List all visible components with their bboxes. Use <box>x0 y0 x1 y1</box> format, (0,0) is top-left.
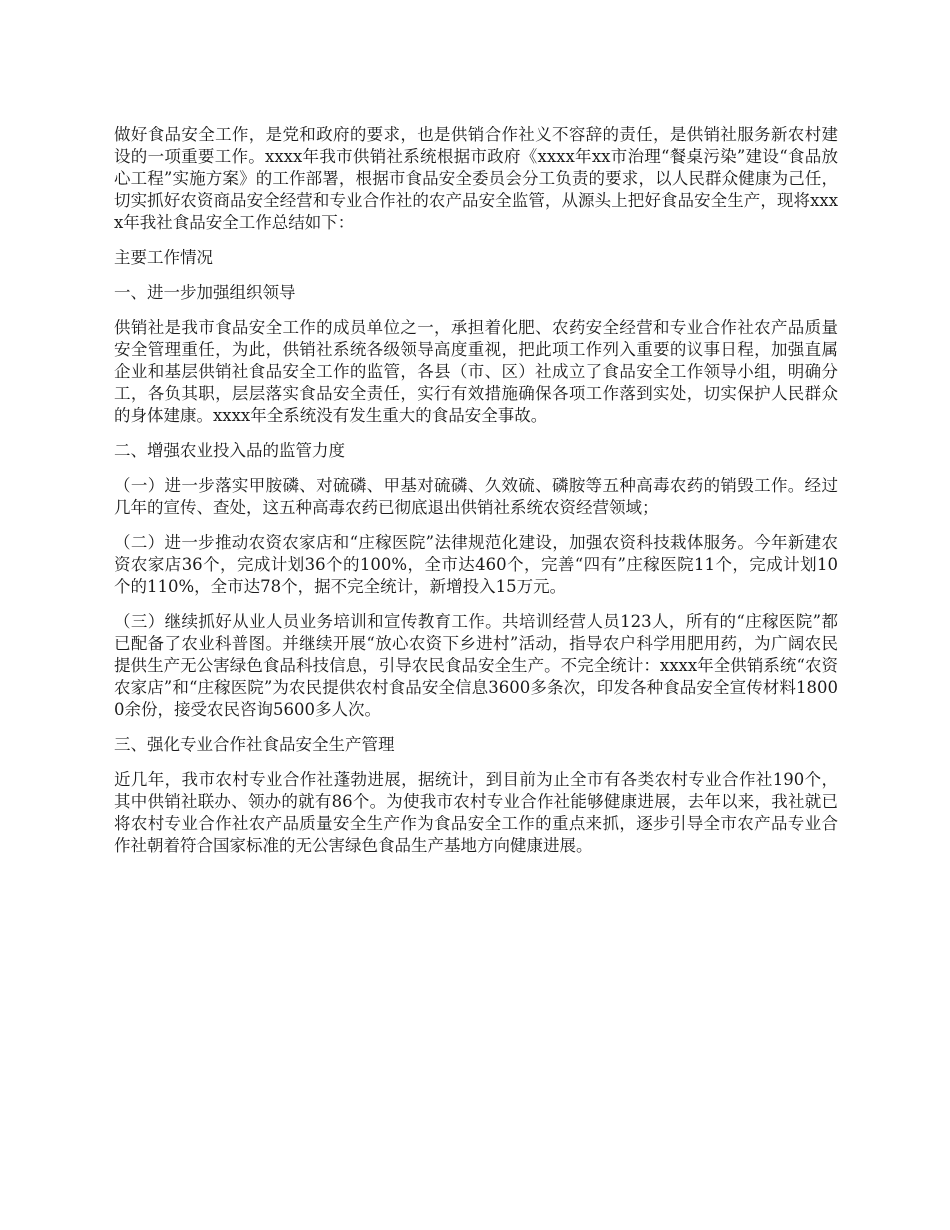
section-2-item-2: （二）进一步推动农资农家店和“庄稼医院”法律规范化建设，加强农资科技栽体服务。今年新建农资农家店36个，完成计划36个的100%，全市达460个，完善“四有”庄稼医院11个，完成计划10个的110%，全市达78个，据不完全统计，新增投入15万元。 <box>114 533 838 596</box>
section-3-heading: 三、强化专业合作社食品安全生产管理 <box>114 735 395 754</box>
section-3-paragraph: 近几年，我市农村专业合作社蓬勃进展，据统计，到目前为止全市有各类农村专业合作社190个，其中供销社联办、领办的就有86个。为使我市农村专业合作社能够健康进展，去年以来，我社就已将农村专业合作社农产品质量安全生产作为食品安全工作的重点来抓，逐步引导全市农产品专业合作社朝着符合国家标准的无公害绿色食品生产基地方向健康进展。 <box>114 770 838 855</box>
intro-paragraph: 做好食品安全工作，是党和政府的要求，也是供销合作社义不容辞的责任，是供销社服务新农村建设的一项重要工作。xxxx年我市供销社系统根据市政府《xxxx年xx市治理“餐桌污染”建设“食品放心工程”实施方案》的工作部署，根据市食品安全委员会分工负责的要求，以人民群众健康为己任，切实抓好农资商品安全经营和专业合作社的农产品安全监管，从源头上把好食品安全生产，现将xxxx年我社食品安全工作总结如下： <box>114 125 838 232</box>
document-body <box>114 124 838 870</box>
section-2-heading: 二、增强农业投入品的监管力度 <box>114 441 345 460</box>
section-1-paragraph: 供销社是我市食品安全工作的成员单位之一，承担着化肥、农药安全经营和专业合作社农产品质量安全管理重任，为此，供销社系统各级领导高度重视，把此项工作列入重要的议事日程，加强直属企业和基层供销社食品安全工作的监管，各县（市、区）社成立了食品安全工作领导小组，明确分工，各负其职，层层落实食品安全责任，实行有效措施确保各项工作落到实处，切实保护人民群众的身体建康。xxxx年全系统没有发生重大的食品安全事故。 <box>114 318 838 425</box>
section-1-heading: 一、进一步加强组织领导 <box>114 283 296 302</box>
section-2-item-3: （三）继续抓好从业人员业务培训和宣传教育工作。共培训经营人员123人，所有的“庄稼医院”都已配备了农业科普图。并继续开展“放心农资下乡进村”活动，指导农户科学用肥用药，为广阔农民提供生产无公害绿色食品科技信息，引导农民食品安全生产。不完全统计：xxxx年全供销系统“农资农家店”和“庄稼医院”为农民提供农村食品安全信息3600多条次，印发各种食品安全宣传材料18000余份，接受农民咨询5600多人次。 <box>114 612 838 719</box>
section-2-item-1: （一）进一步落实甲胺磷、对硫磷、甲基对硫磷、久效硫、磷胺等五种高毒农药的销毁工作。经过几年的宣传、查处，这五种高毒农药已彻底退出供销社系统农资经营领域； <box>114 476 838 517</box>
main-heading: 主要工作情况 <box>114 248 213 267</box>
